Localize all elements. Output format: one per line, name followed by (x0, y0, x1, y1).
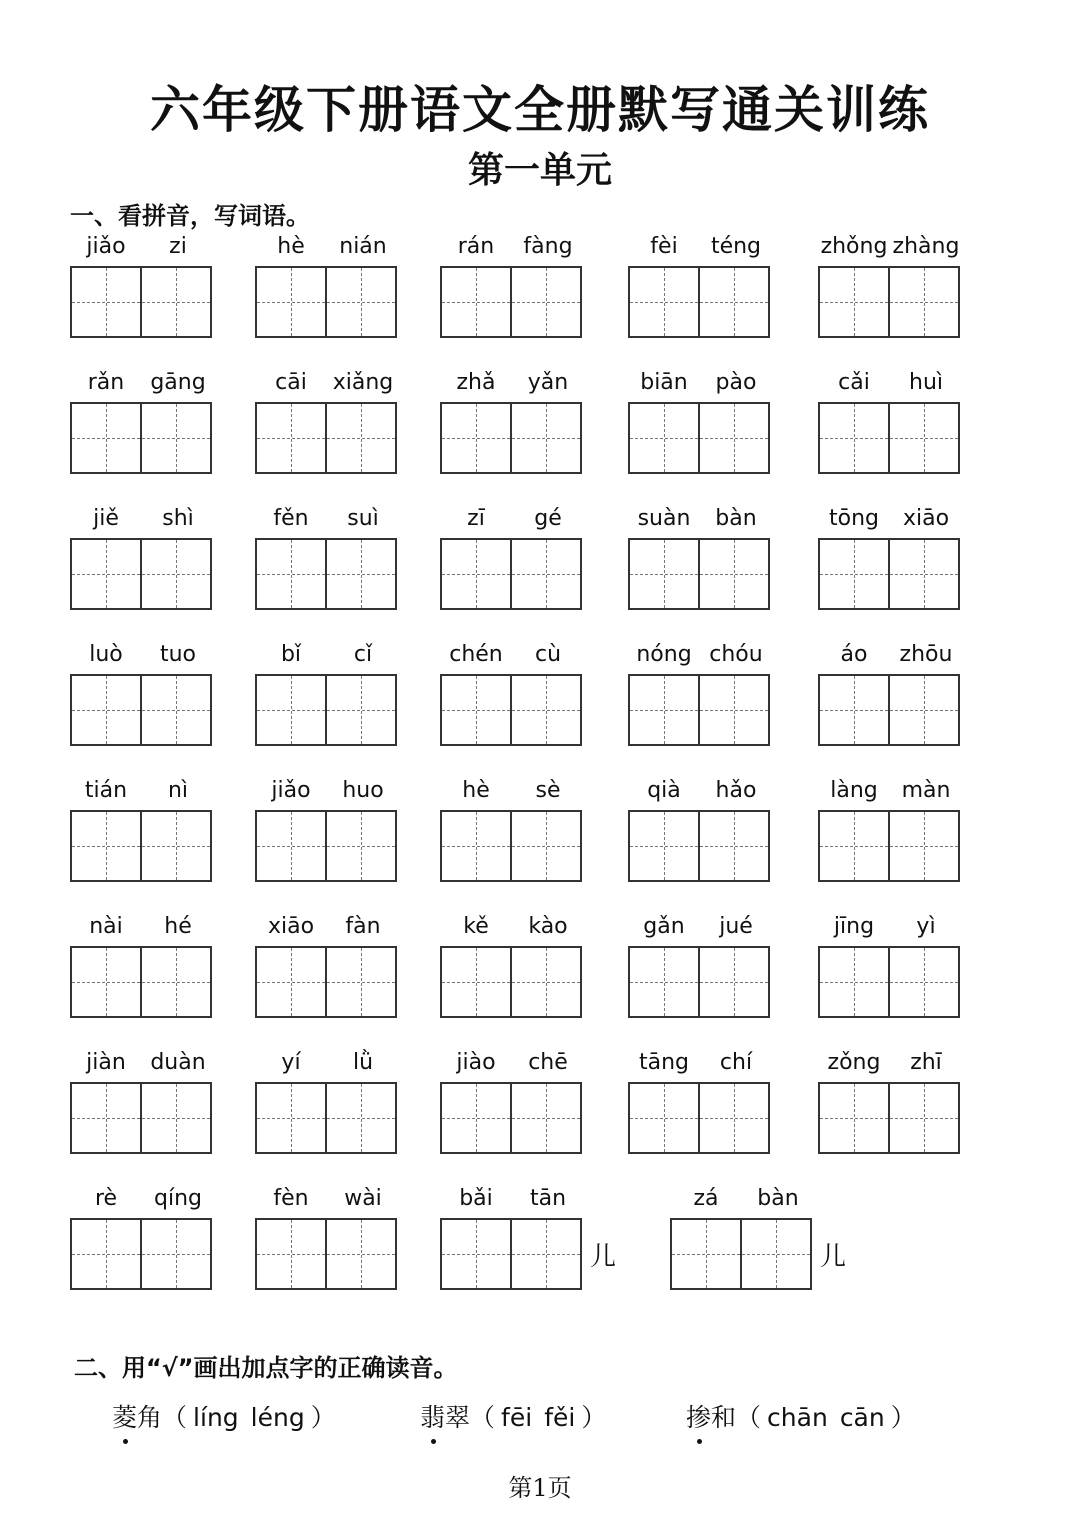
writing-boxes (628, 266, 770, 338)
writing-boxes (70, 266, 212, 338)
writing-cell[interactable] (325, 1220, 395, 1288)
pinyin-label: màn (901, 778, 951, 803)
pinyin-label: suàn (637, 506, 691, 531)
writing-cell[interactable] (442, 676, 510, 744)
word-item (440, 232, 585, 344)
writing-boxes (818, 538, 960, 610)
pinyin-label: fèn (273, 1186, 309, 1211)
writing-cell[interactable] (257, 268, 325, 336)
word-item (70, 912, 215, 1024)
writing-cell[interactable] (257, 676, 325, 744)
pinyin-label: xiāo (267, 914, 315, 939)
pinyin-label: suì (347, 506, 379, 531)
pinyin-label: hè (462, 778, 490, 803)
dotted-character: 菱 (112, 1398, 137, 1434)
section1-heading: 一、看拼音，写词语。 (70, 202, 310, 230)
writing-cell[interactable] (820, 812, 888, 880)
writing-cell[interactable] (325, 676, 395, 744)
writing-cell[interactable] (820, 948, 888, 1016)
writing-cell[interactable] (72, 812, 140, 880)
writing-cell[interactable] (140, 948, 210, 1016)
pinyin-label: lǜ (352, 1050, 374, 1075)
writing-boxes (70, 946, 212, 1018)
writing-cell[interactable] (72, 1084, 140, 1152)
writing-cell[interactable] (630, 676, 698, 744)
pinyin-label: téng (710, 234, 762, 259)
word-rest: 翠 (445, 1403, 471, 1432)
reading-option[interactable]: léng (250, 1403, 305, 1432)
writing-boxes (255, 402, 397, 474)
word-item (628, 912, 773, 1024)
pinyin-label: rè (94, 1186, 118, 1211)
word-item (70, 640, 215, 752)
pinyin-label: hè (277, 234, 305, 259)
writing-cell[interactable] (257, 404, 325, 472)
writing-cell[interactable] (698, 812, 768, 880)
close-paren: ） (581, 1403, 607, 1432)
writing-boxes (818, 674, 960, 746)
unit-title: 第一单元 (467, 149, 612, 191)
word-item (818, 232, 963, 344)
close-paren: ） (310, 1403, 336, 1432)
pinyin-label: shì (162, 506, 194, 531)
writing-cell[interactable] (820, 1084, 888, 1152)
word-item (255, 504, 400, 616)
word-row (70, 912, 1000, 1048)
writing-boxes (628, 1082, 770, 1154)
open-paren: （ (162, 1403, 188, 1432)
word-row (70, 640, 1000, 776)
writing-cell[interactable] (740, 1220, 810, 1288)
writing-cell[interactable] (140, 1084, 210, 1152)
pinyin-label: rǎn (87, 370, 125, 395)
word-item (628, 504, 773, 616)
word-row (70, 368, 1000, 504)
writing-cell[interactable] (257, 1220, 325, 1288)
pinyin-label: xiǎng (332, 370, 394, 395)
writing-cell[interactable] (325, 540, 395, 608)
pinyin-label: chóu (709, 642, 763, 667)
word-row (70, 504, 1000, 640)
word-item (255, 1048, 400, 1160)
word-item (818, 640, 963, 752)
writing-cell[interactable] (510, 812, 580, 880)
writing-boxes (440, 1218, 582, 1290)
writing-cell[interactable] (140, 1220, 210, 1288)
pinyin-label: wài (344, 1186, 382, 1211)
word-item (255, 912, 400, 1024)
writing-cell[interactable] (510, 1084, 580, 1152)
word-item (818, 504, 963, 616)
writing-boxes (255, 538, 397, 610)
writing-cell[interactable] (442, 1220, 510, 1288)
writing-boxes (255, 1082, 397, 1154)
writing-cell[interactable] (820, 540, 888, 608)
pinyin-label: jiǎo (86, 234, 126, 259)
writing-cell[interactable] (510, 540, 580, 608)
writing-cell[interactable] (442, 812, 510, 880)
word-item (628, 776, 773, 888)
pinyin-label: hé (164, 914, 192, 939)
word-item (440, 776, 585, 888)
writing-cell[interactable] (510, 676, 580, 744)
writing-cell[interactable] (140, 404, 210, 472)
pinyin-label: yì (916, 914, 936, 939)
writing-cell[interactable] (442, 1084, 510, 1152)
pinyin-label: pào (715, 370, 757, 395)
pinyin-label: nóng (636, 642, 692, 667)
writing-cell[interactable] (257, 812, 325, 880)
pinyin-label: jiǎo (271, 778, 311, 803)
pinyin-label: bàn (757, 1186, 799, 1211)
writing-boxes (70, 402, 212, 474)
pinyin-label: làng (830, 778, 878, 803)
writing-boxes (255, 266, 397, 338)
word-item (440, 912, 585, 1024)
writing-boxes (70, 1082, 212, 1154)
pinyin-label: zhàng (892, 234, 960, 259)
word-item (440, 504, 585, 616)
reading-option[interactable]: cān (839, 1403, 885, 1432)
writing-boxes (440, 538, 582, 610)
pinyin-label: cǎi (838, 370, 870, 395)
dotted-character: 翡 (420, 1398, 445, 1434)
pinyin-label: kào (528, 914, 568, 939)
pinyin-label: zǒng (827, 1050, 881, 1075)
word-item (628, 640, 773, 752)
writing-cell[interactable] (257, 1084, 325, 1152)
writing-cell[interactable] (888, 540, 958, 608)
pinyin-label: bàn (715, 506, 757, 531)
word-item (440, 1048, 585, 1160)
writing-cell[interactable] (510, 948, 580, 1016)
word-item (70, 504, 215, 616)
section2-heading: 二、用“√”画出加点字的正确读音。 (74, 1354, 458, 1382)
writing-cell[interactable] (630, 540, 698, 608)
writing-boxes (628, 674, 770, 746)
writing-cell[interactable] (140, 268, 210, 336)
writing-cell[interactable] (888, 268, 958, 336)
word-item (70, 776, 215, 888)
pinyin-label: kě (463, 914, 489, 939)
pinyin-label: zhī (910, 1050, 942, 1075)
pinyin-label: cāi (275, 370, 307, 395)
writing-boxes (628, 946, 770, 1018)
pinyin-label: chí (719, 1050, 753, 1075)
word-rest: 和 (711, 1403, 737, 1432)
pinyin-label: nián (339, 234, 387, 259)
writing-boxes (70, 1218, 212, 1290)
writing-cell[interactable] (698, 404, 768, 472)
word-item (255, 1184, 400, 1296)
word-suffix: 儿 (590, 1242, 617, 1272)
writing-cell[interactable] (72, 268, 140, 336)
word-item (255, 368, 400, 480)
reading-option[interactable]: fěi (544, 1403, 576, 1432)
page-number: 第1页 (508, 1474, 572, 1502)
pinyin-label: bǎi (459, 1186, 493, 1211)
word-item (440, 368, 585, 480)
word-item (818, 368, 963, 480)
pinyin-label: chén (449, 642, 503, 667)
writing-cell[interactable] (442, 404, 510, 472)
word-item (670, 1184, 847, 1296)
writing-cell[interactable] (442, 268, 510, 336)
open-paren: （ (470, 1403, 496, 1432)
pinyin-label: jiào (456, 1050, 496, 1075)
writing-cell[interactable] (820, 268, 888, 336)
writing-cell[interactable] (698, 268, 768, 336)
pinyin-label: fàng (523, 234, 573, 259)
writing-cell[interactable] (442, 948, 510, 1016)
reading-option[interactable]: líng (193, 1403, 239, 1432)
writing-boxes (628, 810, 770, 882)
pinyin-label: xiāo (902, 506, 950, 531)
writing-cell[interactable] (630, 268, 698, 336)
word-row (70, 1048, 1000, 1184)
writing-cell[interactable] (72, 540, 140, 608)
pinyin-label: biān (640, 370, 688, 395)
pinyin-label: fèi (650, 234, 678, 259)
writing-cell[interactable] (442, 540, 510, 608)
writing-cell[interactable] (698, 676, 768, 744)
writing-cell[interactable] (510, 268, 580, 336)
word-item (818, 912, 963, 1024)
writing-cell[interactable] (72, 404, 140, 472)
pinyin-label: cǐ (353, 642, 373, 667)
writing-cell[interactable] (888, 812, 958, 880)
writing-cell[interactable] (820, 404, 888, 472)
writing-cell[interactable] (140, 676, 210, 744)
pinyin-label: zhōu (899, 642, 953, 667)
writing-cell[interactable] (698, 1084, 768, 1152)
pinyin-label: jiàn (86, 1050, 126, 1075)
word-item (70, 368, 215, 480)
writing-boxes (440, 266, 582, 338)
pinyin-word-grid (70, 232, 1000, 1320)
reading-item (420, 1398, 606, 1434)
word-item (628, 368, 773, 480)
word-item (70, 232, 215, 344)
pinyin-label: cù (534, 642, 562, 667)
word-row (70, 232, 1000, 368)
writing-boxes (70, 810, 212, 882)
writing-cell[interactable] (630, 404, 698, 472)
writing-cell[interactable] (820, 676, 888, 744)
pinyin-label: sè (535, 778, 561, 803)
writing-cell[interactable] (72, 948, 140, 1016)
writing-cell[interactable] (630, 948, 698, 1016)
writing-boxes (440, 946, 582, 1018)
writing-cell[interactable] (888, 404, 958, 472)
pinyin-label: tián (84, 778, 128, 803)
pinyin-label: gé (534, 506, 562, 531)
pinyin-label: rán (457, 234, 495, 259)
writing-boxes (628, 538, 770, 610)
pinyin-label: yí (281, 1050, 301, 1075)
pinyin-label: zá (693, 1186, 719, 1211)
writing-cell[interactable] (510, 1220, 580, 1288)
word-item (255, 776, 400, 888)
pinyin-label: áo (840, 642, 868, 667)
writing-cell[interactable] (698, 948, 768, 1016)
pinyin-label: yǎn (527, 370, 569, 395)
word-item (440, 640, 585, 752)
pinyin-label: fěn (273, 506, 309, 531)
writing-boxes (70, 674, 212, 746)
pinyin-label: zī (467, 506, 485, 531)
writing-cell[interactable] (630, 1084, 698, 1152)
reading-option[interactable]: fēi (501, 1403, 533, 1432)
pinyin-label: gāng (150, 370, 206, 395)
word-item (255, 640, 400, 752)
writing-cell[interactable] (140, 540, 210, 608)
close-paren: ） (890, 1403, 916, 1432)
page-title: 六年级下册语文全册默写通关训练 (150, 80, 930, 139)
pinyin-label: huì (909, 370, 943, 395)
pinyin-label: hǎo (715, 778, 757, 803)
writing-boxes (818, 266, 960, 338)
writing-cell[interactable] (325, 1084, 395, 1152)
writing-cell[interactable] (72, 676, 140, 744)
dotted-character: 掺 (686, 1398, 711, 1434)
writing-boxes (818, 402, 960, 474)
reading-item (112, 1398, 336, 1434)
pinyin-label: jīng (833, 914, 875, 939)
writing-boxes (255, 674, 397, 746)
writing-cell[interactable] (257, 540, 325, 608)
writing-boxes (628, 402, 770, 474)
writing-boxes (70, 538, 212, 610)
writing-cell[interactable] (325, 268, 395, 336)
word-item (70, 1048, 215, 1160)
word-row (70, 776, 1000, 912)
reading-item (686, 1398, 916, 1434)
pinyin-label: duàn (150, 1050, 206, 1075)
writing-cell[interactable] (325, 948, 395, 1016)
pinyin-label: fàn (345, 914, 381, 939)
pinyin-label: tuo (159, 642, 197, 667)
writing-cell[interactable] (140, 812, 210, 880)
pinyin-label: tōng (829, 506, 879, 531)
writing-cell[interactable] (325, 812, 395, 880)
word-suffix: 儿 (820, 1242, 847, 1272)
writing-boxes (818, 810, 960, 882)
writing-cell[interactable] (325, 404, 395, 472)
writing-cell[interactable] (510, 404, 580, 472)
writing-boxes (670, 1218, 812, 1290)
word-item (255, 232, 400, 344)
writing-cell[interactable] (698, 540, 768, 608)
pinyin-label: luò (89, 642, 123, 667)
word-item (818, 776, 963, 888)
pinyin-label: zhǎ (456, 370, 496, 395)
writing-boxes (440, 402, 582, 474)
writing-boxes (818, 1082, 960, 1154)
reading-option[interactable]: chān (767, 1403, 828, 1432)
writing-boxes (440, 810, 582, 882)
pinyin-label: nài (89, 914, 123, 939)
pinyin-label: jiě (93, 506, 119, 531)
pinyin-label: chē (528, 1050, 568, 1075)
word-rest: 角 (137, 1403, 163, 1432)
word-item (70, 1184, 215, 1296)
writing-cell[interactable] (630, 812, 698, 880)
pinyin-label: tāng (638, 1050, 689, 1075)
writing-cell[interactable] (672, 1220, 740, 1288)
writing-boxes (255, 1218, 397, 1290)
word-item (628, 232, 773, 344)
writing-boxes (440, 1082, 582, 1154)
writing-cell[interactable] (888, 1084, 958, 1152)
writing-cell[interactable] (888, 676, 958, 744)
pinyin-label: qíng (154, 1186, 202, 1211)
open-paren: （ (736, 1403, 762, 1432)
writing-boxes (818, 946, 960, 1018)
word-item (440, 1184, 617, 1296)
writing-cell[interactable] (888, 948, 958, 1016)
writing-boxes (255, 810, 397, 882)
pinyin-label: gǎn (643, 914, 685, 939)
writing-boxes (255, 946, 397, 1018)
pinyin-label: jué (719, 914, 753, 939)
writing-cell[interactable] (257, 948, 325, 1016)
pinyin-label: zi (169, 234, 187, 259)
writing-boxes (440, 674, 582, 746)
pinyin-label: bǐ (280, 642, 302, 667)
pinyin-label: nì (167, 778, 189, 803)
pinyin-label: zhǒng (820, 234, 888, 259)
word-item (818, 1048, 963, 1160)
pinyin-label: huo (342, 778, 384, 803)
pinyin-label: tān (529, 1186, 567, 1211)
word-row (70, 1184, 1000, 1320)
writing-cell[interactable] (72, 1220, 140, 1288)
pinyin-label: qià (647, 778, 681, 803)
word-item (628, 1048, 773, 1160)
